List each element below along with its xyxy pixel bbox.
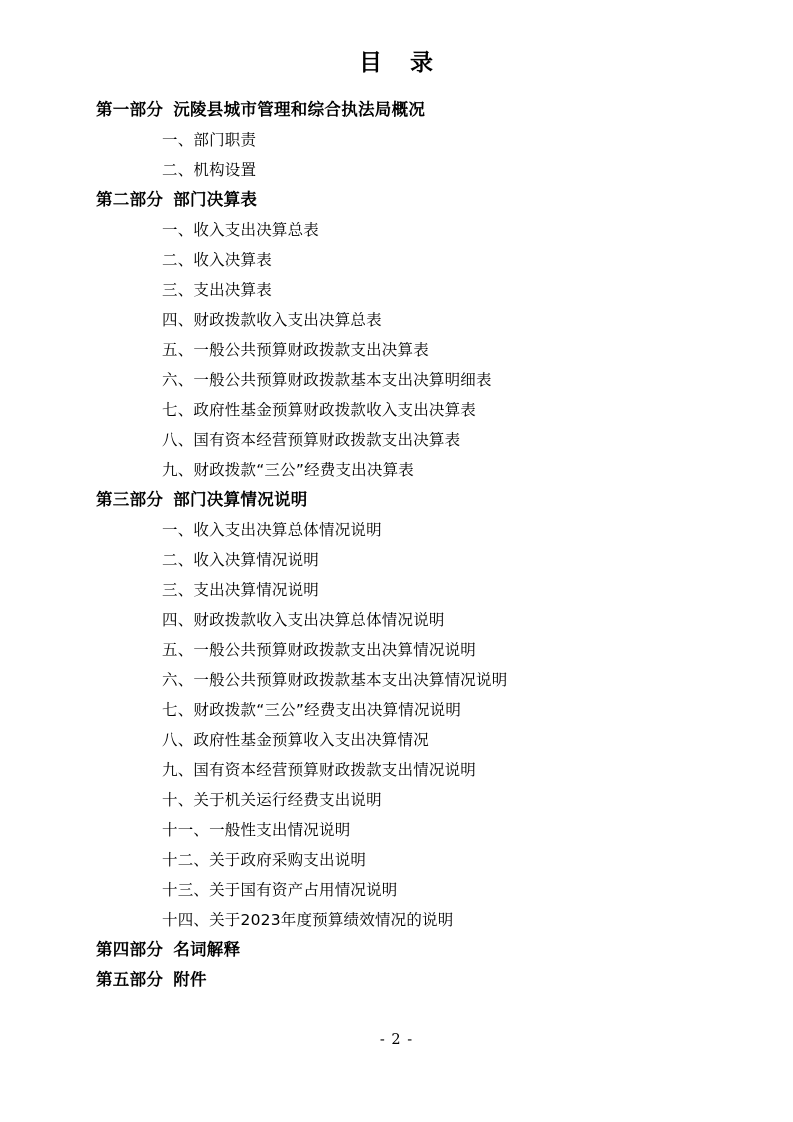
- toc-sub-entry[interactable]: [96, 275, 706, 305]
- toc-entry-number: 五、: [162, 341, 194, 359]
- toc-entry-label: 财政拨款收入支出决算总体情况说明: [193, 611, 445, 629]
- toc-entry-label: 财政拨款收入支出决算总表: [193, 311, 382, 329]
- toc-entry-number: 一、: [162, 221, 194, 239]
- toc-entry-number: 十四、: [162, 911, 210, 929]
- toc-entry-number: 二、: [162, 251, 194, 269]
- toc-sub-entry[interactable]: [96, 335, 706, 365]
- toc-entry-label: 收入决算情况说明: [193, 551, 320, 569]
- toc-sub-entry[interactable]: [96, 785, 706, 815]
- toc-entry-number: 十一、: [162, 821, 210, 839]
- toc-entry-label: 关于国有资产占用情况说明: [209, 881, 398, 899]
- toc-entry-number: 第二部分: [96, 190, 164, 209]
- toc-entry-number: 七、: [162, 701, 194, 719]
- toc-sub-entry[interactable]: [96, 455, 706, 485]
- toc-part-entry[interactable]: [96, 185, 706, 215]
- page-title: 目 录: [358, 49, 443, 76]
- toc-entry-label: 一般公共预算财政拨款支出决算表: [193, 341, 429, 359]
- toc-entry-number: 七、: [162, 401, 194, 419]
- toc-entry-number: 第一部分: [96, 100, 164, 119]
- toc-entry-label: 一般公共预算财政拨款基本支出决算情况说明: [193, 671, 508, 689]
- toc-entry-label: 支出决算情况说明: [193, 581, 320, 599]
- toc-entry-number: 三、: [162, 581, 194, 599]
- toc-sub-entry[interactable]: [96, 635, 706, 665]
- toc-sub-entry[interactable]: [96, 695, 706, 725]
- toc-entry-number: 十、: [162, 791, 194, 809]
- toc-sub-entry[interactable]: [96, 215, 706, 245]
- toc-sub-entry[interactable]: [96, 725, 706, 755]
- toc-sub-entry[interactable]: [96, 425, 706, 455]
- toc-entry-label: 部门职责: [193, 131, 257, 149]
- toc-entry-number: 九、: [162, 461, 194, 479]
- toc-sub-entry[interactable]: [96, 395, 706, 425]
- toc-sub-entry[interactable]: [96, 515, 706, 545]
- toc-entry-label: 附件: [173, 970, 207, 989]
- toc-entry-label: 国有资本经营预算财政拨款支出决算表: [193, 431, 461, 449]
- toc-part-entry[interactable]: [96, 965, 706, 995]
- table-of-contents: [96, 95, 706, 995]
- toc-entry-number: 五、: [162, 641, 194, 659]
- toc-sub-entry[interactable]: [96, 575, 706, 605]
- toc-entry-label: 沅陵县城市管理和综合执法局概况: [173, 100, 426, 119]
- toc-entry-number: 第三部分: [96, 490, 164, 509]
- toc-sub-entry[interactable]: [96, 245, 706, 275]
- toc-entry-label: 关于2023年度预算绩效情况的说明: [209, 911, 454, 929]
- toc-entry-label: 关于机关运行经费支出说明: [193, 791, 382, 809]
- toc-entry-label: 政府性基金预算收入支出决算情况: [193, 731, 429, 749]
- toc-entry-label: 一般公共预算财政拨款支出决算情况说明: [193, 641, 477, 659]
- toc-entry-number: 一、: [162, 521, 194, 539]
- toc-entry-number: 八、: [162, 431, 194, 449]
- toc-sub-entry[interactable]: [96, 905, 706, 935]
- page-number: - 2 -: [379, 1032, 414, 1048]
- toc-sub-entry[interactable]: [96, 665, 706, 695]
- toc-entry-label: 收入决算表: [193, 251, 272, 269]
- toc-entry-number: 十二、: [162, 851, 210, 869]
- toc-entry-label: 机构设置: [193, 161, 257, 179]
- toc-entry-label: 一般性支出情况说明: [209, 821, 351, 839]
- toc-entry-label: 部门决算表: [173, 190, 258, 209]
- toc-sub-entry[interactable]: [96, 365, 706, 395]
- toc-entry-number: 二、: [162, 551, 194, 569]
- toc-sub-entry[interactable]: [96, 155, 706, 185]
- toc-entry-label: 收入支出决算总表: [193, 221, 320, 239]
- toc-entry-number: 四、: [162, 611, 194, 629]
- toc-entry-label: 部门决算情况说明: [173, 490, 308, 509]
- toc-entry-label: 一般公共预算财政拨款基本支出决算明细表: [193, 371, 492, 389]
- toc-entry-number: 二、: [162, 161, 194, 179]
- toc-entry-label: 国有资本经营预算财政拨款支出情况说明: [193, 761, 477, 779]
- toc-entry-number: 六、: [162, 671, 194, 689]
- page-content: [96, 44, 706, 995]
- toc-entry-number: 六、: [162, 371, 194, 389]
- toc-entry-number: 第五部分: [96, 970, 164, 989]
- toc-entry-number: 四、: [162, 311, 194, 329]
- toc-sub-entry[interactable]: [96, 305, 706, 335]
- toc-part-entry[interactable]: [96, 935, 706, 965]
- toc-entry-number: 一、: [162, 131, 194, 149]
- toc-entry-number: 十三、: [162, 881, 210, 899]
- toc-entry-label: 关于政府采购支出说明: [209, 851, 367, 869]
- toc-entry-label: 支出决算表: [193, 281, 272, 299]
- toc-entry-number: 九、: [162, 761, 194, 779]
- toc-part-entry[interactable]: [96, 485, 706, 515]
- toc-sub-entry[interactable]: [96, 605, 706, 635]
- toc-entry-label: 收入支出决算总体情况说明: [193, 521, 382, 539]
- toc-sub-entry[interactable]: [96, 845, 706, 875]
- toc-sub-entry[interactable]: [96, 125, 706, 155]
- toc-sub-entry[interactable]: [96, 815, 706, 845]
- toc-entry-label: 名词解释: [173, 940, 241, 959]
- toc-part-entry[interactable]: [96, 95, 706, 125]
- toc-entry-number: 八、: [162, 731, 194, 749]
- toc-entry-label: 政府性基金预算财政拨款收入支出决算表: [193, 401, 477, 419]
- toc-entry-number: 三、: [162, 281, 194, 299]
- toc-entry-number: 第四部分: [96, 940, 164, 959]
- toc-sub-entry[interactable]: [96, 875, 706, 905]
- toc-sub-entry[interactable]: [96, 755, 706, 785]
- toc-entry-label: 财政拨款“三公”经费支出决算情况说明: [193, 701, 462, 719]
- toc-entry-label: 财政拨款“三公”经费支出决算表: [193, 461, 414, 479]
- toc-sub-entry[interactable]: [96, 545, 706, 575]
